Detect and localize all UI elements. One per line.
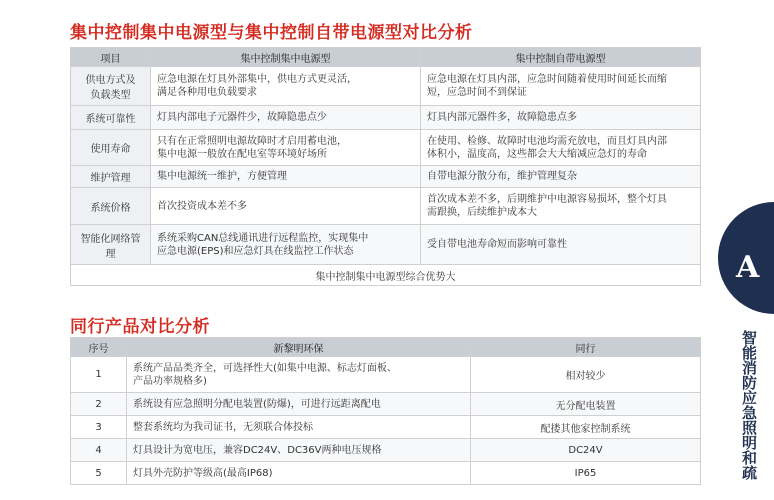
row-ours: 整套系统均为我司证书，无须联合体投标	[127, 416, 471, 439]
table2-row	[71, 439, 701, 462]
row-self: 在使用、检修、故障时电池均需充放电，而且灯具内部 体积小，温度高，这些都会大大缩减应急灯的寿命	[421, 130, 701, 166]
row-ours: 灯具外壳防护等级高(最高IP68)	[127, 462, 471, 485]
row-central: 只有在正常照明电源故障时才启用蓄电池， 集中电源一般放在配电室等环境好场所	[151, 130, 421, 166]
row-no: 4	[71, 439, 127, 462]
row-self: 应急电源在灯具内部，应急时间随着使用时间延长而缩 短，应急时间不到保证	[421, 67, 701, 106]
row-peer: DC24V	[471, 439, 701, 462]
section2-title: 同行产品对比分析	[70, 317, 210, 337]
table1-summary: 集中控制集中电源型综合优势大	[71, 265, 701, 286]
row-central: 应急电源在灯具外部集中，供电方式更灵活， 满足各种用电负载要求	[151, 67, 421, 106]
row-item: 维护管理	[71, 166, 151, 188]
comparison-table-power	[70, 47, 701, 286]
row-peer: 配搂其他家控制系统	[471, 416, 701, 439]
row-central: 灯具内部电子元器件少，故障隐患点少	[151, 106, 421, 130]
table2-row	[71, 416, 701, 439]
table1-header-central: 集中控制集中电源型	[151, 48, 421, 67]
row-central: 首次投资成本差不多	[151, 188, 421, 225]
row-no: 3	[71, 416, 127, 439]
comparison-table-peers	[70, 337, 701, 485]
row-self: 自带电源分散分布，维护管理复杂	[421, 166, 701, 188]
row-central: 集中电源统一维护，方便管理	[151, 166, 421, 188]
row-no: 1	[71, 357, 127, 393]
table1-header-self: 集中控制自带电源型	[421, 48, 701, 67]
table2-header-no: 序号	[71, 338, 127, 357]
row-ours: 系统设有应急照明分配电装置(防爆)，可进行远距离配电	[127, 393, 471, 416]
row-no: 2	[71, 393, 127, 416]
table1-summary-row	[71, 265, 701, 286]
row-item: 智能化网络管理	[71, 225, 151, 265]
row-peer: IP65	[471, 462, 701, 485]
row-self: 首次成本差不多，后期维护中电源容易损坏，整个灯具 需跟换，后续维护成本大	[421, 188, 701, 225]
table1-row	[71, 166, 701, 188]
side-section-title: 智能消防应急照明和疏	[740, 330, 758, 480]
table2-row	[71, 357, 701, 393]
row-item: 系统价格	[71, 188, 151, 225]
table2-header-ours: 新黎明环保	[127, 338, 471, 357]
row-item: 供电方式及 负载类型	[71, 67, 151, 106]
row-self: 受自带电池寿命短而影响可靠性	[421, 225, 701, 265]
row-item: 系统可靠性	[71, 106, 151, 130]
row-peer: 相对较少	[471, 357, 701, 393]
table2-row	[71, 462, 701, 485]
table1-header-item: 项目	[71, 48, 151, 67]
row-no: 5	[71, 462, 127, 485]
row-central: 系统采购CAN总线通讯进行远程监控，实现集中 应急电源(EPS)和应急灯具在线监控工作状态	[151, 225, 421, 265]
row-ours: 系统产品品类齐全，可选择性大(如集中电源、标志灯面板、 产品功率规格多)	[127, 357, 471, 393]
row-peer: 无分配电装置	[471, 393, 701, 416]
table2-header-peer: 同行	[471, 338, 701, 357]
table2-row	[71, 393, 701, 416]
table1-row	[71, 67, 701, 106]
row-item: 使用寿命	[71, 130, 151, 166]
table1-row	[71, 106, 701, 130]
table1-row	[71, 225, 701, 265]
table1-row	[71, 188, 701, 225]
row-self: 灯具内部元器件多，故障隐患点多	[421, 106, 701, 130]
section-badge-letter: A	[736, 250, 760, 285]
row-ours: 灯具设计为宽电压，兼容DC24V、DC36V两种电压规格	[127, 439, 471, 462]
table1-row	[71, 130, 701, 166]
section1-title: 集中控制集中电源型与集中控制自带电源型对比分析	[70, 23, 473, 43]
